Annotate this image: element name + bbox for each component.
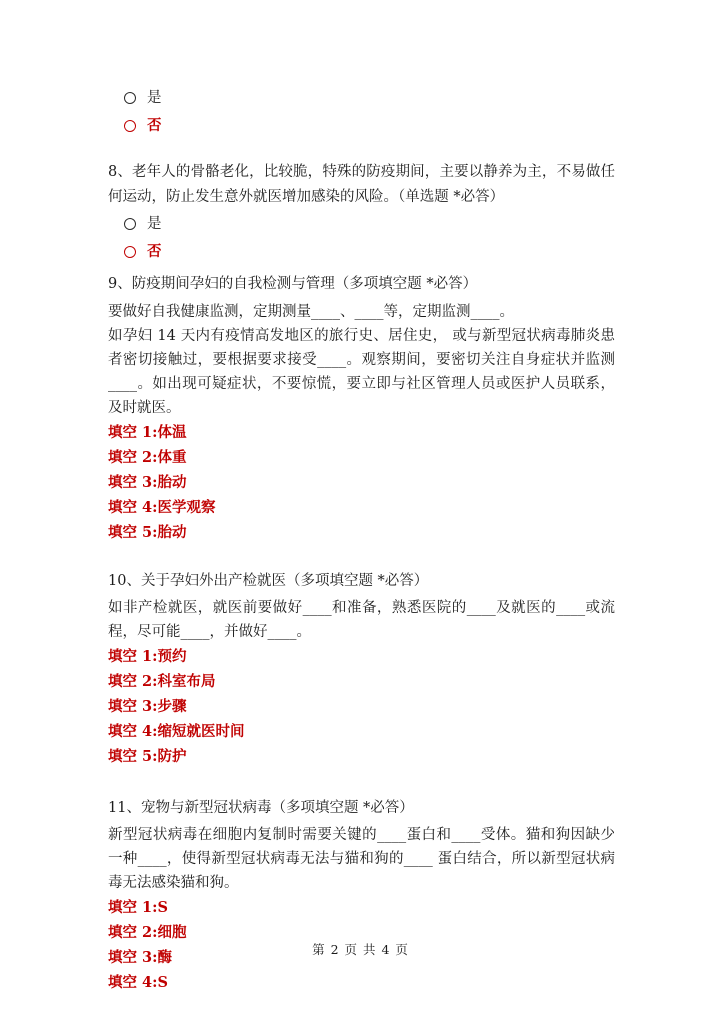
answer-line: 填空 3:胎动 — [108, 474, 187, 491]
question-9-answers — [108, 420, 615, 545]
question-7-option-yes[interactable] — [108, 84, 615, 112]
answer-line: 填空 2:科室布局 — [108, 673, 216, 690]
option-label-no: 否 — [147, 116, 162, 134]
option-label-no: 否 — [147, 242, 162, 260]
answer-line: 填空 1:S — [108, 899, 168, 916]
question-7-options — [108, 84, 615, 140]
answer-line: 填空 3:步骤 — [108, 698, 187, 715]
page-number-footer: 第 2 页 共 4 页 — [312, 942, 409, 957]
question-11 — [108, 796, 615, 995]
answer-line: 填空 2:细胞 — [108, 924, 187, 941]
radio-unselected-icon[interactable] — [124, 92, 136, 104]
question-9-paragraph-2: 如孕妇 14 天内有疫情高发地区的旅行史、居住史， 或与新型冠状病毒肺炎患者密切接触过，要根据要求接受____。观察期间，要密切关注自身症状并监测____。如出现可疑症状，不要惊慌，要立即与社区管理人员或医护人员联系， 及时就医。 — [108, 328, 615, 416]
question-8-title: 8、老年人的骨骼老化，比较脆，特殊的防疫期间，主要以静养为主，不易做任何运动，防止发生意外就医增加感染的风险。（单选题 *必答） — [108, 164, 615, 205]
question-11-paragraph-1: 新型冠状病毒在细胞内复制时需要关键的____蛋白和____受体。猫和狗因缺少一种____，使得新型冠状病毒无法与猫和狗的____ 蛋白结合，所以新型冠状病毒无法感染猫和狗。 — [108, 827, 615, 891]
question-8-options — [108, 210, 615, 266]
option-label-yes: 是 — [147, 89, 162, 106]
answer-line: 填空 1:体温 — [108, 424, 187, 441]
question-9-title: 9、防疫期间孕妇的自我检测与管理（多项填空题 *必答） — [108, 276, 478, 292]
answer-line: 填空 4:医学观察 — [108, 499, 216, 516]
answer-line: 填空 3:酶 — [108, 949, 172, 966]
question-10-paragraph-1: 如非产检就医，就医前要做好____和准备，熟悉医院的____及就医的____或流程，尽可能____，并做好____。 — [108, 600, 615, 640]
question-11-title: 11、宠物与新型冠状病毒（多项填空题 *必答） — [108, 800, 414, 816]
question-8-option-yes[interactable] — [108, 210, 615, 238]
option-label-yes: 是 — [147, 215, 162, 232]
question-9-paragraph-1: 要做好自我健康监测，定期测量____、____等，定期监测____。 — [108, 304, 514, 320]
radio-unselected-icon[interactable] — [124, 218, 136, 230]
answer-line: 填空 2:体重 — [108, 449, 187, 466]
question-7-option-no[interactable] — [108, 112, 615, 140]
radio-selected-icon[interactable] — [124, 246, 136, 258]
answer-line: 填空 5:防护 — [108, 748, 187, 765]
answer-line: 填空 1:预约 — [108, 648, 187, 665]
radio-selected-icon[interactable] — [124, 120, 136, 132]
question-10-answers — [108, 644, 615, 769]
question-10 — [108, 569, 615, 769]
question-8-option-no[interactable] — [108, 238, 615, 266]
answer-line: 填空 5:胎动 — [108, 524, 187, 541]
question-8 — [108, 160, 615, 266]
question-9 — [108, 272, 615, 545]
answer-line: 填空 4:S — [108, 974, 168, 991]
answer-line: 填空 4:缩短就医时间 — [108, 723, 245, 740]
question-10-title: 10、关于孕妇外出产检就医（多项填空题 *必答） — [108, 573, 429, 589]
